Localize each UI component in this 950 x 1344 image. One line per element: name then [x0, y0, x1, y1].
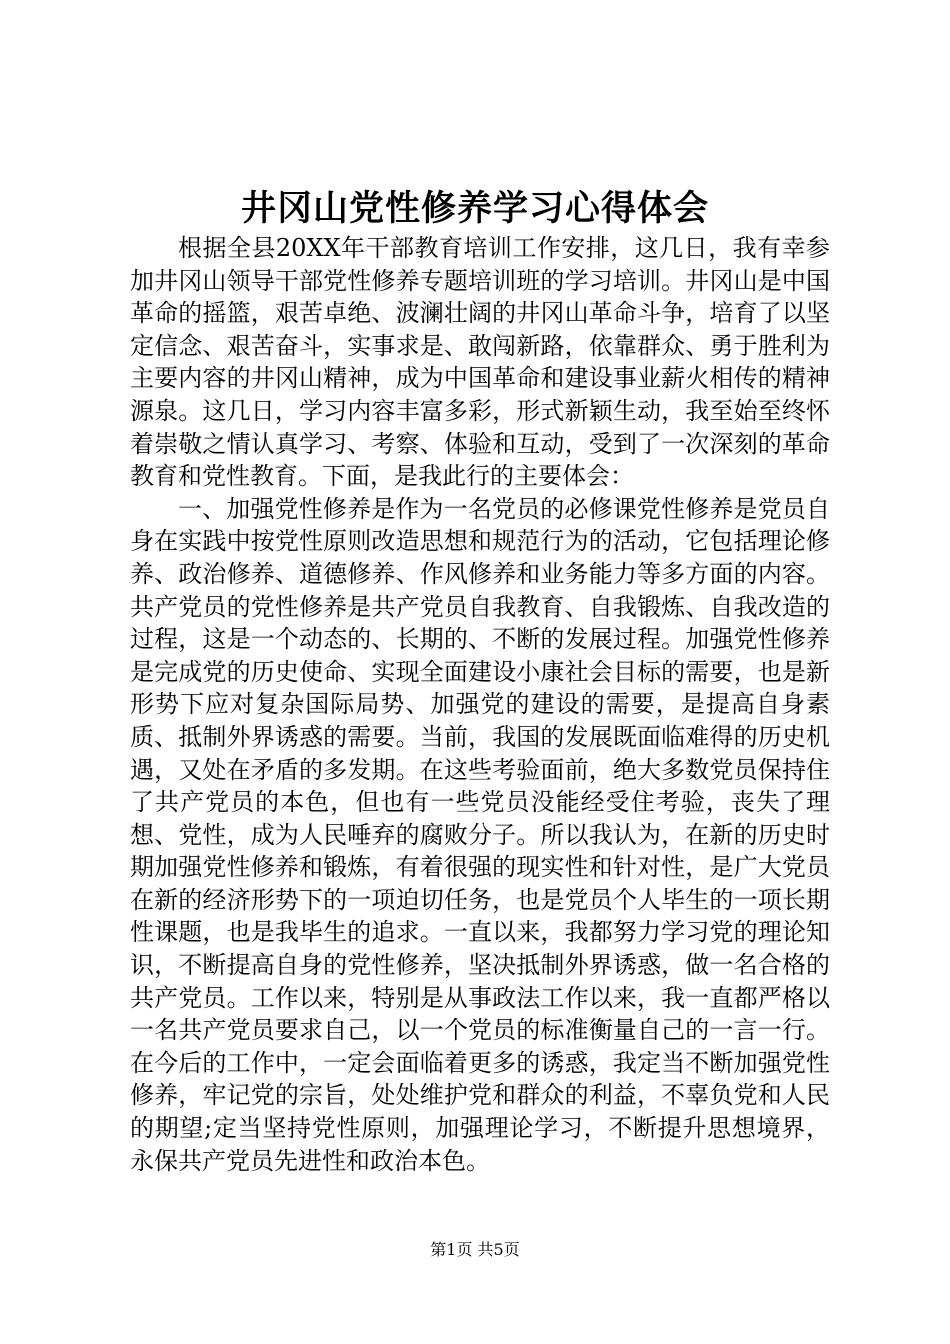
paragraph-section-one: 一、加强党性修养是作为一名党员的必修课党性修养是党员自身在实践中按党性原则改造思想和规范行为的活动，它包括理论修养、政治修养、道德修养、作风修养和业务能力等多方面的内容。共产党员的党性修养是共产党员自我教育、自我锻炼、自我改造的过程，这是一个动态的、长期的、不断的发展过程。加强党性修养是完成党的历史使命、实现全面建设小康社会目标的需要，也是新形势下应对复杂国际局势、加强党的建设的需要，是提高自身素质、抵制外界诱惑的需要。当前，我国的发展既面临难得的历史机遇，又处在矛盾的多发期。在这些考验面前，绝大多数党员保持住了共产党员的本色，但也有一些党员没能经受住考验，丧失了理想、党性，成为人民唾弃的腐败分子。所以我认为，在新的历史时期加强党性修养和锻炼，有着很强的现实性和针对性，是广大党员在新的经济形势下的一项迫切任务，也是党员个人毕生的一项长期性课题，也是我毕生的追求。一直以来，我都努力学习党的理论知识，不断提高自身的党性修养，坚决抵制外界诱惑，做一名合格的共产党员。工作以来，特别是从事政法工作以来，我一直都严格以一名共产党员要求自己，以一个党员的标准衡量自己的一言一行。在今后的工作中，一定会面临着更多的诱惑，我定当不断加强党性修养，牢记党的宗旨，处处维护党和群众的利益，不辜负党和人民的期望;定当坚持党性原则，加强理论学习，不断提升思想境界，永保共产党员先进性和政治本色。 — [130, 494, 830, 1175]
document-title: 井冈山党性修养学习心得体会 — [240, 188, 709, 229]
document-body — [130, 232, 830, 1177]
paragraph-intro: 根据全县20XX年干部教育培训工作安排，这几日，我有幸参加井冈山领导干部党性修养专题培训班的学习培训。井冈山是中国革命的摇篮，艰苦卓绝、波澜壮阔的井冈山革命斗争，培育了以坚定信念、艰苦奋斗，实事求是、敢闯新路，依靠群众、勇于胜利为主要内容的井冈山精神，成为中国革命和建设事业薪火相传的精神源泉。这几日，学习内容丰富多彩，形式新颖生动，我至始至终怀着崇敬之情认真学习、考察、体验和互动，受到了一次深刻的革命教育和党性教育。下面，是我此行的主要体会： — [130, 234, 830, 491]
page-number-footer: 第1页 共5页 — [430, 1240, 520, 1259]
